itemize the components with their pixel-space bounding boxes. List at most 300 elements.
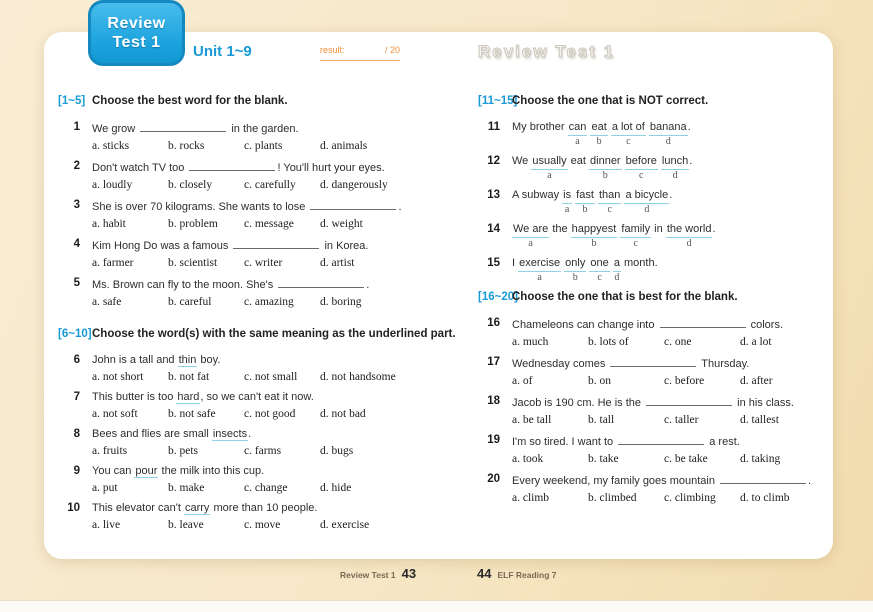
- segment-letter: d: [665, 136, 671, 147]
- question-number: 20: [487, 473, 500, 485]
- answer-option: a. put: [92, 482, 118, 494]
- answer-options: [92, 518, 454, 532]
- underlined-segment: [613, 256, 621, 284]
- underlined-segment: [590, 120, 607, 148]
- answer-option: b. closely: [168, 179, 213, 191]
- answer-option: d. to climb: [740, 492, 790, 504]
- question: [58, 237, 454, 270]
- answer-option: a. not soft: [92, 408, 138, 420]
- answer-option: a. much: [512, 336, 549, 348]
- question: [58, 276, 454, 309]
- question-section: [58, 94, 454, 309]
- question: [478, 222, 850, 250]
- question-body: [512, 120, 850, 148]
- segment-word: usually: [531, 154, 567, 170]
- question-section: [58, 327, 454, 532]
- labeled-sentence: [512, 256, 850, 284]
- answer-option: a. fruits: [92, 445, 128, 457]
- segment-letter: d: [672, 170, 678, 181]
- segment-word: fast: [575, 188, 595, 204]
- segment-word: A subway: [512, 189, 563, 201]
- answer-option: d. tallest: [740, 414, 779, 426]
- sentence-fragment: You can: [92, 465, 135, 477]
- sentence-fragment: [512, 120, 568, 147]
- segment-letter: a: [547, 170, 552, 181]
- underlined-segment: [620, 222, 651, 250]
- question-text: [92, 276, 454, 293]
- question-text: [512, 355, 850, 372]
- underlined-segment: [625, 154, 658, 182]
- answer-option: a. sticks: [92, 140, 130, 152]
- question-text: [92, 353, 454, 368]
- answer-option: b. rocks: [168, 140, 205, 152]
- sentence-fragment: Thursday.: [698, 358, 750, 370]
- question-body: [92, 390, 454, 421]
- answer-options: [92, 178, 454, 192]
- footer-book-label: ELF Reading 7: [497, 570, 557, 580]
- answer-option: c. climbing: [664, 492, 716, 504]
- sentence-fragment: colors.: [747, 319, 784, 331]
- question: [58, 353, 454, 384]
- underlined-word: carry: [184, 502, 210, 514]
- segment-word: .: [689, 155, 693, 167]
- answer-option: a. loudly: [92, 179, 133, 191]
- question: [478, 472, 850, 505]
- segment-letter: b: [596, 136, 602, 147]
- underlined-segment: [531, 154, 567, 182]
- sentence-fragment: more than 10 people.: [210, 502, 318, 514]
- answer-option: b. make: [168, 482, 205, 494]
- segment-word: than: [598, 188, 621, 204]
- answer-option: c. before: [664, 375, 705, 387]
- question-number: 14: [487, 223, 500, 235]
- question-text: [512, 316, 850, 333]
- segment-word: .: [712, 223, 716, 235]
- underlined-word: pour: [135, 465, 158, 477]
- underlined-segment: [598, 188, 621, 216]
- sentence-fragment: [712, 222, 715, 249]
- result-score-box: [320, 45, 400, 61]
- answer-blank: [278, 276, 364, 288]
- sentence-fragment: John is a tall and: [92, 354, 178, 366]
- sentence-fragment: Don't watch TV too: [92, 162, 188, 174]
- answer-option: c. writer: [244, 257, 283, 269]
- answer-options: [92, 444, 454, 458]
- section-range: [16~20]: [478, 291, 518, 303]
- answer-option: d. taking: [740, 453, 781, 465]
- question: [58, 501, 454, 532]
- segment-letter: b: [602, 170, 608, 181]
- segment-word: lunch: [661, 154, 689, 170]
- question-body: [92, 427, 454, 458]
- underlined-segment: [611, 120, 646, 148]
- answer-options: [92, 295, 454, 309]
- question-body: [92, 159, 454, 192]
- section-instruction: Choose the one that is best for the blank.: [512, 291, 738, 303]
- underlined-segment: [571, 222, 618, 250]
- sentence-fragment: Chameleons can change into: [512, 319, 658, 331]
- answer-option: c. farms: [244, 445, 282, 457]
- segment-letter: a: [528, 238, 533, 249]
- left-page-footer: [340, 566, 416, 581]
- question-section: [478, 94, 850, 284]
- question-number: 15: [487, 257, 500, 269]
- sentence-fragment: [688, 120, 691, 147]
- sentence-fragment: .: [398, 201, 402, 213]
- review-test-badge: [88, 0, 185, 66]
- section-heading: [478, 290, 850, 304]
- underlined-segment: [589, 154, 622, 182]
- answer-option: b. careful: [168, 296, 212, 308]
- answer-option: c. move: [244, 519, 281, 531]
- answer-option: d. hide: [320, 482, 352, 494]
- answer-option: c. message: [244, 218, 294, 230]
- answer-option: b. lots of: [588, 336, 629, 348]
- sentence-fragment: in the garden.: [228, 123, 299, 135]
- segment-word: eat: [590, 120, 607, 136]
- question: [478, 316, 850, 349]
- labeled-sentence: [512, 188, 850, 216]
- underlined-segment: [575, 188, 595, 216]
- answer-blank: [189, 159, 275, 171]
- question: [478, 433, 850, 466]
- sentence-fragment: ! You'll hurt your eyes.: [277, 162, 385, 174]
- answer-option: c. plants: [244, 140, 283, 152]
- left-page-column: [58, 94, 454, 538]
- answer-options: [92, 217, 454, 231]
- question-body: [512, 222, 850, 250]
- answer-option: c. be take: [664, 453, 708, 465]
- answer-option: b. leave: [168, 519, 204, 531]
- question: [478, 120, 850, 148]
- answer-option: a. climb: [512, 492, 550, 504]
- question-number: 2: [73, 160, 80, 172]
- answer-option: d. not bad: [320, 408, 366, 420]
- segment-word: dinner: [589, 154, 622, 170]
- segment-letter: a: [564, 204, 570, 215]
- segment-letter: b: [591, 238, 597, 249]
- segment-word: banana: [649, 120, 688, 136]
- question-body: [512, 154, 850, 182]
- section-range: [1~5]: [58, 95, 86, 107]
- question-text: [92, 390, 454, 405]
- question-number: 13: [487, 189, 500, 201]
- answer-option: d. after: [740, 375, 773, 387]
- underlined-segment: [666, 222, 716, 250]
- question-body: [512, 316, 850, 349]
- answer-options: [92, 407, 454, 421]
- segment-word: before: [625, 154, 658, 170]
- segment-letter: c: [639, 170, 644, 181]
- question-body: [512, 394, 850, 427]
- segment-word: one: [589, 256, 609, 272]
- sentence-fragment: the milk into this cup.: [158, 465, 265, 477]
- sentence-fragment: [621, 256, 658, 283]
- segment-letter: a: [575, 136, 580, 147]
- answer-option: c. not small: [244, 371, 298, 383]
- segment-word: month.: [620, 257, 658, 269]
- question-body: [512, 355, 850, 388]
- answer-option: d. artist: [320, 257, 355, 269]
- section-instruction: Choose the best word for the blank.: [92, 95, 288, 107]
- question: [478, 394, 850, 427]
- segment-word: .: [687, 121, 691, 133]
- question-body: [92, 276, 454, 309]
- bottom-edge-strip: [0, 600, 873, 612]
- question: [58, 427, 454, 458]
- answer-options: [92, 481, 454, 495]
- segment-word: eat: [567, 155, 590, 167]
- sentence-fragment: a rest.: [706, 436, 740, 448]
- answer-blank: [610, 355, 696, 367]
- answer-blank: [720, 472, 806, 484]
- result-score: / 20: [384, 45, 400, 55]
- question: [478, 188, 850, 216]
- question-section: [478, 290, 850, 505]
- answer-blank: [646, 394, 732, 406]
- answer-options: [92, 370, 454, 384]
- sentence-fragment: .: [248, 428, 252, 440]
- sentence-fragment: , so we can't eat it now.: [200, 391, 314, 403]
- question-body: [92, 120, 454, 153]
- segment-word: in: [651, 223, 666, 235]
- segment-word: family: [620, 222, 651, 238]
- question-number: 18: [487, 395, 500, 407]
- segment-word: We are: [512, 222, 549, 238]
- segment-letter: d: [614, 272, 620, 283]
- answer-option: c. amazing: [244, 296, 294, 308]
- badge-line2: Test 1: [112, 34, 161, 51]
- answer-option: a. not short: [92, 371, 144, 383]
- labeled-sentence: [512, 120, 850, 148]
- badge-line1: Review: [107, 15, 166, 32]
- question: [58, 390, 454, 421]
- segment-word: I: [512, 257, 519, 269]
- question-body: [512, 472, 850, 505]
- segment-letter: d: [686, 238, 692, 249]
- answer-blank: [140, 120, 226, 132]
- answer-blank: [310, 198, 396, 210]
- question-text: [92, 159, 454, 176]
- answer-option: d. dangerously: [320, 179, 388, 191]
- section-range: [6~10]: [58, 328, 92, 340]
- labeled-sentence: [512, 222, 850, 250]
- right-page-column: [478, 94, 850, 511]
- question-number: 9: [73, 465, 80, 477]
- underlined-segment: [589, 256, 609, 284]
- question-text: [92, 501, 454, 516]
- segment-letter: d: [644, 204, 650, 215]
- question: [58, 464, 454, 495]
- sentence-fragment: [512, 188, 562, 215]
- answer-option: a. live: [92, 519, 121, 531]
- section-heading: [58, 327, 454, 341]
- segment-word: can: [568, 120, 588, 136]
- answer-blank: [618, 433, 704, 445]
- underlined-segment: [568, 120, 588, 148]
- segment-word: a: [613, 256, 621, 272]
- question-body: [92, 237, 454, 270]
- question-body: [512, 188, 850, 216]
- labeled-sentence: [512, 154, 850, 182]
- sentence-fragment: Every weekend, my family goes mountain: [512, 475, 719, 487]
- segment-letter: b: [572, 272, 578, 283]
- answer-option: a. of: [512, 375, 533, 387]
- sentence-fragment: We grow: [92, 123, 139, 135]
- sentence-fragment: in Korea.: [321, 240, 369, 252]
- underlined-segment: [512, 222, 549, 250]
- answer-options: [92, 139, 454, 153]
- underlined-word: hard: [177, 391, 200, 403]
- page-number: 43: [401, 566, 417, 581]
- segment-word: only: [564, 256, 586, 272]
- answer-option: b. not safe: [168, 408, 216, 420]
- sentence-fragment: in his class.: [734, 397, 794, 409]
- section-instruction: Choose the word(s) with the same meaning as the underlined part.: [92, 328, 456, 340]
- underlined-segment: [562, 188, 572, 216]
- answer-option: d. boring: [320, 296, 362, 308]
- answer-option: c. one: [664, 336, 692, 348]
- question-number: 3: [73, 199, 80, 211]
- section-range: [11~15]: [478, 95, 518, 107]
- answer-option: b. not fat: [168, 371, 210, 383]
- answer-options: [512, 374, 850, 388]
- segment-word: happyest: [571, 222, 618, 238]
- sentence-fragment: Kim Hong Do was a famous: [92, 240, 232, 252]
- sentence-fragment: [689, 154, 692, 181]
- sentence-fragment: This butter is too: [92, 391, 177, 403]
- answer-option: c. carefully: [244, 179, 296, 191]
- sentence-fragment: [651, 222, 666, 249]
- answer-options: [92, 256, 454, 270]
- answer-blank: [233, 237, 319, 249]
- sentence-fragment: [568, 154, 589, 181]
- answer-option: a. farmer: [92, 257, 134, 269]
- question-text: [92, 464, 454, 479]
- segment-word: a lot of: [611, 120, 646, 136]
- answer-option: b. tall: [588, 414, 615, 426]
- section-heading: [58, 94, 454, 108]
- sentence-fragment: [669, 188, 672, 215]
- answer-option: a. took: [512, 453, 544, 465]
- question-number: 16: [487, 317, 500, 329]
- underlined-word: thin: [178, 354, 197, 366]
- underlined-segment: [564, 256, 586, 284]
- question-number: 12: [487, 155, 500, 167]
- answer-option: b. pets: [168, 445, 199, 457]
- segment-word: a bicycle: [624, 188, 669, 204]
- answer-option: d. animals: [320, 140, 368, 152]
- question-number: 19: [487, 434, 500, 446]
- segment-letter: a: [537, 272, 542, 283]
- answer-option: d. weight: [320, 218, 363, 230]
- underlined-segment: [518, 256, 561, 284]
- page-number: 44: [477, 566, 492, 581]
- question-body: [92, 353, 454, 384]
- sentence-fragment: .: [808, 475, 812, 487]
- answer-options: [512, 491, 850, 505]
- answer-option: b. climbed: [588, 492, 637, 504]
- question-number: 4: [73, 238, 80, 250]
- footer-chapter-label: Review Test 1: [340, 570, 396, 580]
- question-text: [92, 427, 454, 442]
- answer-option: a. habit: [92, 218, 126, 230]
- sentence-fragment: [512, 154, 531, 181]
- answer-option: d. not handsome: [320, 371, 396, 383]
- question: [478, 355, 850, 388]
- answer-blank: [660, 316, 746, 328]
- sentence-fragment: Wednesday comes: [512, 358, 609, 370]
- question-number: 17: [487, 356, 500, 368]
- answer-option: b. on: [588, 375, 611, 387]
- question-text: [512, 394, 850, 411]
- underlined-segment: [624, 188, 669, 216]
- question: [478, 256, 850, 284]
- sentence-fragment: [549, 222, 570, 249]
- question-body: [92, 464, 454, 495]
- underlined-segment: [649, 120, 688, 148]
- question-body: [512, 256, 850, 284]
- question-number: 11: [487, 121, 500, 133]
- answer-option: b. problem: [168, 218, 218, 230]
- answer-options: [512, 452, 850, 466]
- sentence-fragment: This elevator can't: [92, 502, 184, 514]
- segment-word: exercise: [518, 256, 561, 272]
- segment-word: My brother: [512, 121, 568, 133]
- segment-letter: b: [582, 204, 588, 215]
- underlined-word: insects: [212, 428, 248, 440]
- answer-option: d. bugs: [320, 445, 354, 457]
- sentence-fragment: boy.: [197, 354, 221, 366]
- answer-option: c. not good: [244, 408, 296, 420]
- segment-word: .: [669, 189, 673, 201]
- answer-option: c. taller: [664, 414, 699, 426]
- right-page-title: Review Test 1: [478, 42, 616, 61]
- question-text: [92, 120, 454, 137]
- sentence-fragment: Ms. Brown can fly to the moon. She's: [92, 279, 277, 291]
- answer-option: d. a lot: [740, 336, 772, 348]
- sentence-fragment: I'm so tired. I want to: [512, 436, 617, 448]
- question-number: 8: [73, 428, 80, 440]
- question: [58, 159, 454, 192]
- question-number: 6: [73, 354, 80, 366]
- question-body: [512, 433, 850, 466]
- question-text: [92, 237, 454, 254]
- question-body: [92, 198, 454, 231]
- answer-options: [512, 413, 850, 427]
- sentence-fragment: .: [366, 279, 370, 291]
- question-number: 5: [73, 277, 80, 289]
- segment-word: We: [512, 155, 532, 167]
- segment-letter: c: [597, 272, 602, 283]
- question: [478, 154, 850, 182]
- answer-options: [512, 335, 850, 349]
- question: [58, 198, 454, 231]
- segment-word: the world: [666, 222, 713, 238]
- question: [58, 120, 454, 153]
- right-page-footer: [477, 566, 557, 581]
- sentence-fragment: Jacob is 190 cm. He is the: [512, 397, 645, 409]
- answer-option: a. be tall: [512, 414, 552, 426]
- underlined-segment: [661, 154, 689, 182]
- sentence-fragment: Bees and flies are small: [92, 428, 212, 440]
- unit-label: Unit 1~9: [193, 43, 252, 60]
- question-text: [512, 472, 850, 489]
- segment-word: the: [549, 223, 571, 235]
- result-label: result:: [320, 45, 345, 55]
- section-heading: [478, 94, 850, 108]
- question-number: 7: [73, 391, 80, 403]
